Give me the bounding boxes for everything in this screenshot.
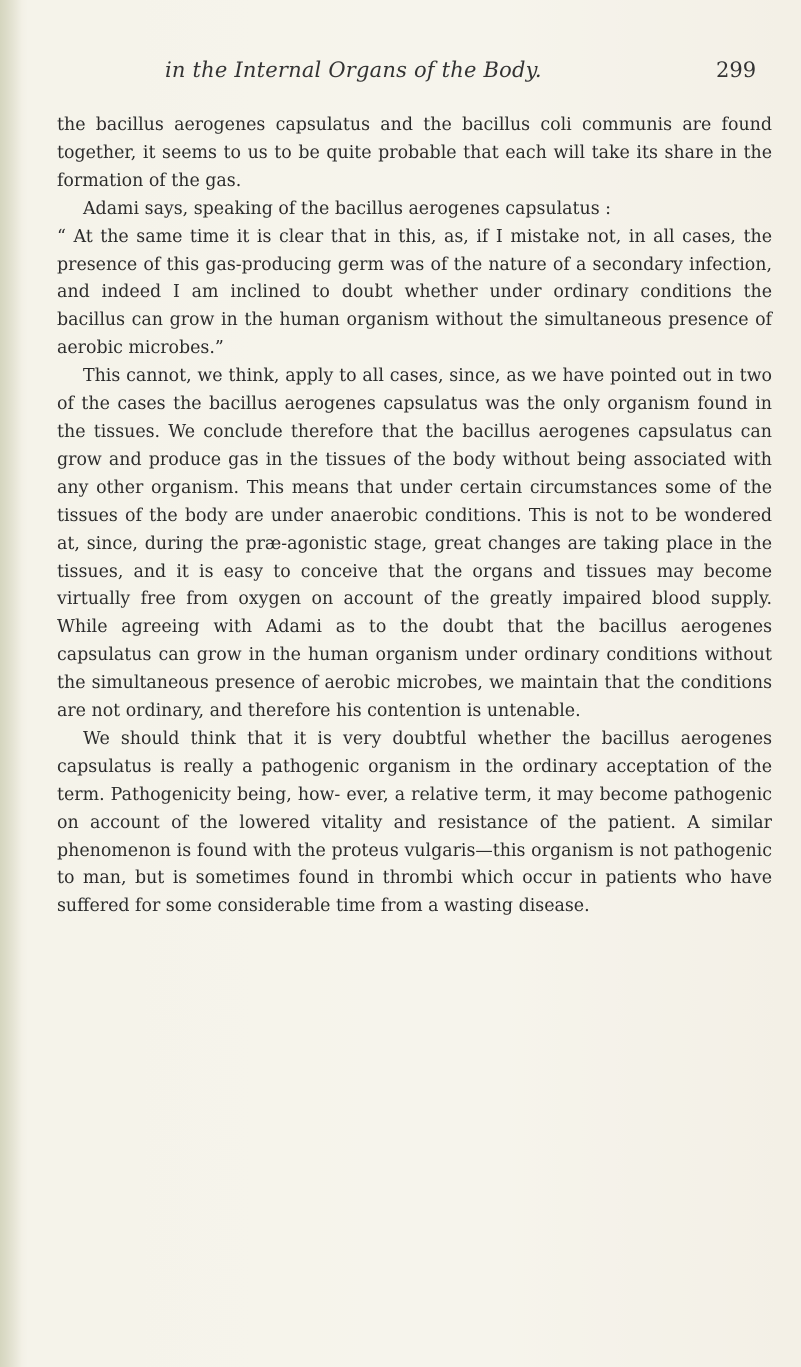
page-number: 299: [716, 58, 757, 82]
paragraph-adami-quote: “ At the same time it is clear that in this, as, if I mistake not, in all cases, the presence of this gas-producing germ was of the nature of a secondary infection, and indeed I am inclined to doubt whether under ordinary conditions the bacillus can grow in the human organism without the simultaneous presence of aerobic microbes.”: [57, 226, 772, 359]
body-text: [57, 112, 772, 921]
page-gutter-shadow: [0, 0, 22, 1367]
paragraph-adami-intro: Adami says, speaking of the bacillus aerogenes capsulatus :: [83, 198, 612, 219]
paragraph-continuation: the bacillus aerogenes capsulatus and the bacillus coli communis are found together, it seems to us to be quite probable that each will take its share in the formation of the gas.: [57, 115, 772, 191]
paragraph-conclusion: This cannot, we think, apply to all cases, since, as we have pointed out in two of the cases the bacillus aerogenes capsulatus was the only organism found in the tissues. We conclude therefore that the bacillus aerogenes capsulatus can grow and produce gas in the tissues of the body without being associated with any other organism. This means that under certain circumstances some of the tissues of the body are under anaerobic conditions. This is not to be wondered at, since, during the præ-agonistic stage, great changes are taking place in the tissues, and it is easy to conceive that the organs and tissues may become virtually free from oxygen on account of the greatly impaired blood supply. While agreeing with Adami as to the doubt that the bacillus aerogenes capsulatus can grow in the human organism under ordinary conditions without the simultaneous presence of aerobic microbes, we maintain that the conditions are not ordinary, and therefore his contention is untenable.: [57, 366, 772, 722]
paragraph-pathogenicity: We should think that it is very doubtful whether the bacillus aerogenes capsulatus is really a pathogenic organism in the ordinary acceptation of the term. Pathogenicity being, how- ever, a relative term, it may become pathogenic on account of the lowered vitality and resistance of the patient. A similar phenomenon is found with the proteus vulgaris—this organism is not pathogenic to man, but is sometimes found in thrombi which occur in patients who have suffered for some considerable time from a wasting disease.: [57, 728, 772, 917]
running-title: in the Internal Organs of the Body.: [165, 58, 542, 82]
